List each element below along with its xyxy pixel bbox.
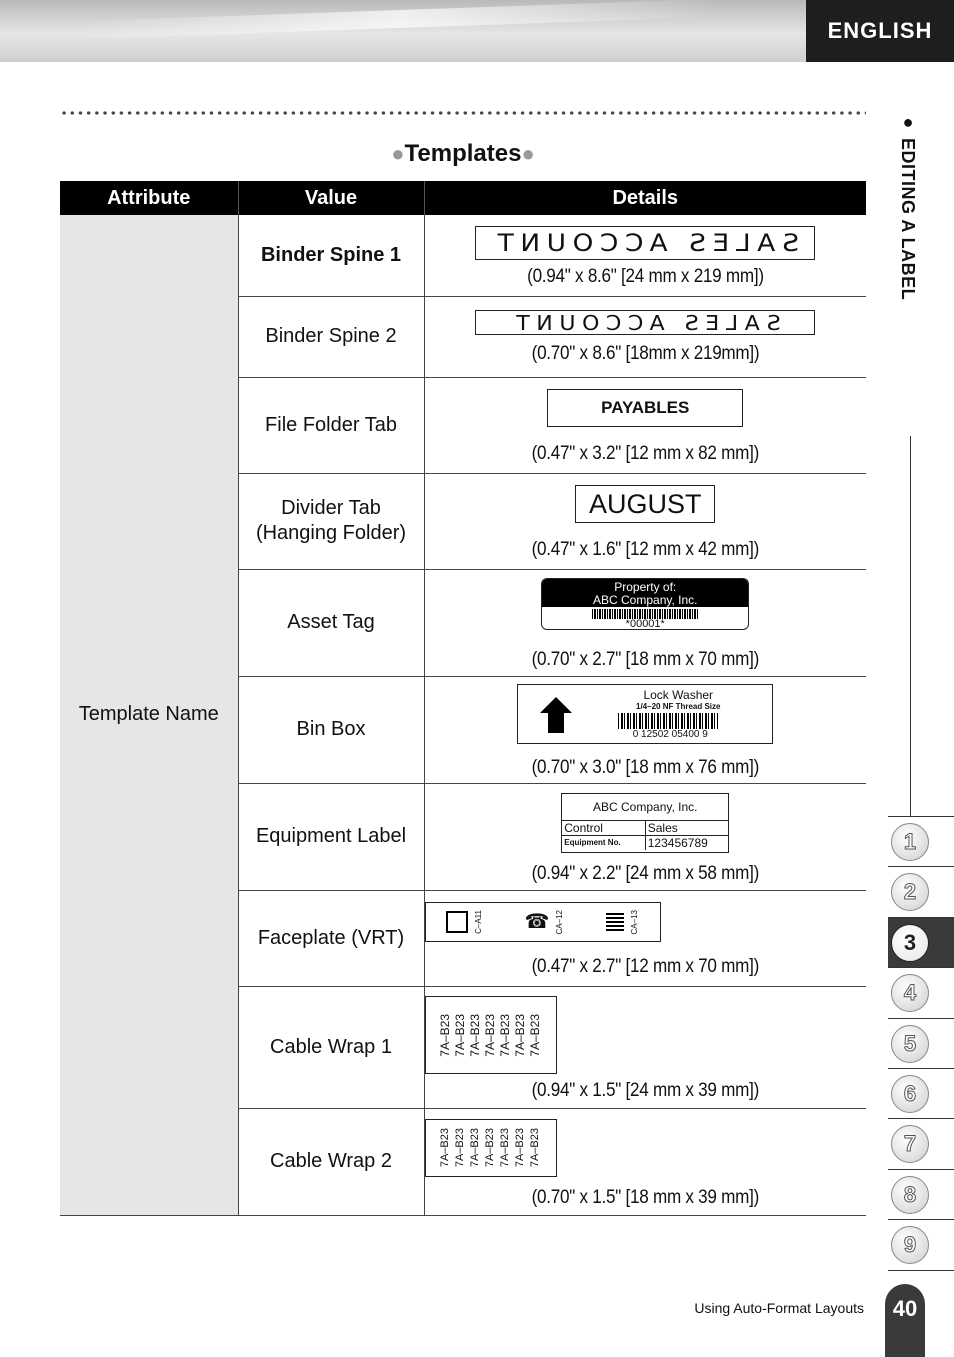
bullet-icon: ● bbox=[898, 112, 918, 139]
arrow-up-icon bbox=[538, 695, 574, 735]
header-details: Details bbox=[424, 181, 866, 215]
dimensions-text: (0.70" x 8.6" [18mm x 219mm]) bbox=[531, 343, 760, 364]
label-sample: ABC Company, Inc. Control Sales Equipment No. 123456789 bbox=[561, 793, 729, 853]
attribute-cell: Template Name bbox=[60, 215, 238, 1215]
label-sample: SALES ACCOUNT bbox=[475, 310, 815, 335]
value-cell: Asset Tag bbox=[238, 569, 424, 676]
label-sample: AUGUST bbox=[575, 485, 715, 523]
dimensions-text: (0.70" x 2.7" [18 mm x 70 mm]) bbox=[531, 649, 759, 670]
details-cell bbox=[424, 569, 866, 676]
details-cell bbox=[424, 215, 866, 296]
chapter-index bbox=[888, 816, 954, 1271]
details-cell bbox=[424, 473, 866, 569]
dimensions-text: (0.47" x 1.6" [12 mm x 42 mm]) bbox=[531, 539, 759, 560]
chapter-tab-7[interactable]: 7 bbox=[888, 1118, 954, 1168]
value-cell: Cable Wrap 2 bbox=[238, 1108, 424, 1215]
details-cell bbox=[424, 377, 866, 473]
dimensions-text: (0.70" x 3.0" [18 mm x 76 mm]) bbox=[531, 757, 759, 778]
header-attribute: Attribute bbox=[60, 181, 238, 215]
value-cell: Faceplate (VRT) bbox=[238, 890, 424, 986]
header-value: Value bbox=[238, 181, 424, 215]
dimensions-text: (0.94" x 1.5" [24 mm x 39 mm]) bbox=[531, 1080, 759, 1101]
sidebar-divider bbox=[910, 436, 911, 816]
value-cell: Bin Box bbox=[238, 676, 424, 783]
table-row bbox=[60, 215, 866, 296]
details-cell bbox=[424, 1108, 866, 1215]
bullet-dot-icon: ● bbox=[391, 141, 405, 166]
phone-icon: ☎ bbox=[524, 911, 550, 933]
dimensions-text: (0.94" x 2.2" [24 mm x 58 mm]) bbox=[531, 862, 759, 884]
dimensions-text: (0.47" x 3.2" [12 mm x 82 mm]) bbox=[531, 443, 759, 464]
section-title: ●Templates● bbox=[391, 140, 535, 167]
footer-section-title: Using Auto-Format Layouts bbox=[694, 1300, 864, 1316]
value-cell: File Folder Tab bbox=[238, 377, 424, 473]
details-cell bbox=[424, 986, 866, 1108]
network-icon bbox=[446, 911, 468, 933]
details-cell bbox=[424, 890, 866, 986]
value-cell: Binder Spine 2 bbox=[238, 296, 424, 377]
label-sample: C–A11 ☎ CA–12 CA–13 bbox=[425, 902, 661, 942]
bullet-dot-icon: ● bbox=[521, 141, 535, 166]
label-sample: Property of: ABC Company, Inc. *00001* bbox=[541, 578, 749, 630]
chapter-tab-5[interactable]: 5 bbox=[888, 1018, 954, 1068]
details-cell bbox=[424, 783, 866, 890]
value-cell: Divider Tab (Hanging Folder) bbox=[238, 473, 424, 569]
chapter-tab-8[interactable]: 8 bbox=[888, 1169, 954, 1219]
value-cell: Equipment Label bbox=[238, 783, 424, 890]
dotted-divider bbox=[60, 110, 866, 116]
value-cell: Binder Spine 1 bbox=[238, 215, 424, 296]
section-side-label: ● EDITING A LABEL bbox=[898, 112, 918, 301]
details-cell bbox=[424, 676, 866, 783]
details-cell bbox=[424, 296, 866, 377]
label-sample: 7A–B23 7A–B23 7A–B23 7A–B23 7A–B23 7A–B23 7A–B23 bbox=[425, 1119, 557, 1177]
table-header-row bbox=[60, 181, 866, 215]
templates-table bbox=[60, 181, 866, 1216]
language-tab: ENGLISH bbox=[806, 0, 954, 62]
chapter-tab-9[interactable]: 9 bbox=[888, 1219, 954, 1270]
dimensions-text: (0.70" x 1.5" [18 mm x 39 mm]) bbox=[531, 1186, 759, 1208]
value-cell: Cable Wrap 1 bbox=[238, 986, 424, 1108]
label-sample: 7A–B23 7A–B23 7A–B23 7A–B23 7A–B23 7A–B23 7A–B23 bbox=[425, 996, 557, 1074]
label-sample bbox=[475, 226, 815, 260]
label-sample: Lock Washer 1/4–20 NF Thread Size 0 12502 05400 9 bbox=[517, 684, 773, 744]
chapter-tab-1[interactable]: 1 bbox=[888, 816, 954, 866]
label-sample: PAYABLES bbox=[547, 389, 743, 427]
dimensions-text: (0.47" x 2.7" [12 mm x 70 mm]) bbox=[531, 956, 759, 977]
header-banner bbox=[0, 0, 806, 62]
chapter-tab-4[interactable]: 4 bbox=[888, 967, 954, 1017]
chapter-tab-3[interactable]: 3 bbox=[888, 917, 954, 967]
page-number: 40 bbox=[885, 1284, 925, 1357]
chapter-tab-6[interactable]: 6 bbox=[888, 1068, 954, 1118]
sample-text: SALES ACCOUNT bbox=[491, 229, 800, 258]
dimensions-text: (0.94" x 8.6" [24 mm x 219 mm]) bbox=[526, 266, 764, 288]
fax-icon bbox=[606, 913, 624, 931]
chapter-tab-2[interactable]: 2 bbox=[888, 866, 954, 916]
